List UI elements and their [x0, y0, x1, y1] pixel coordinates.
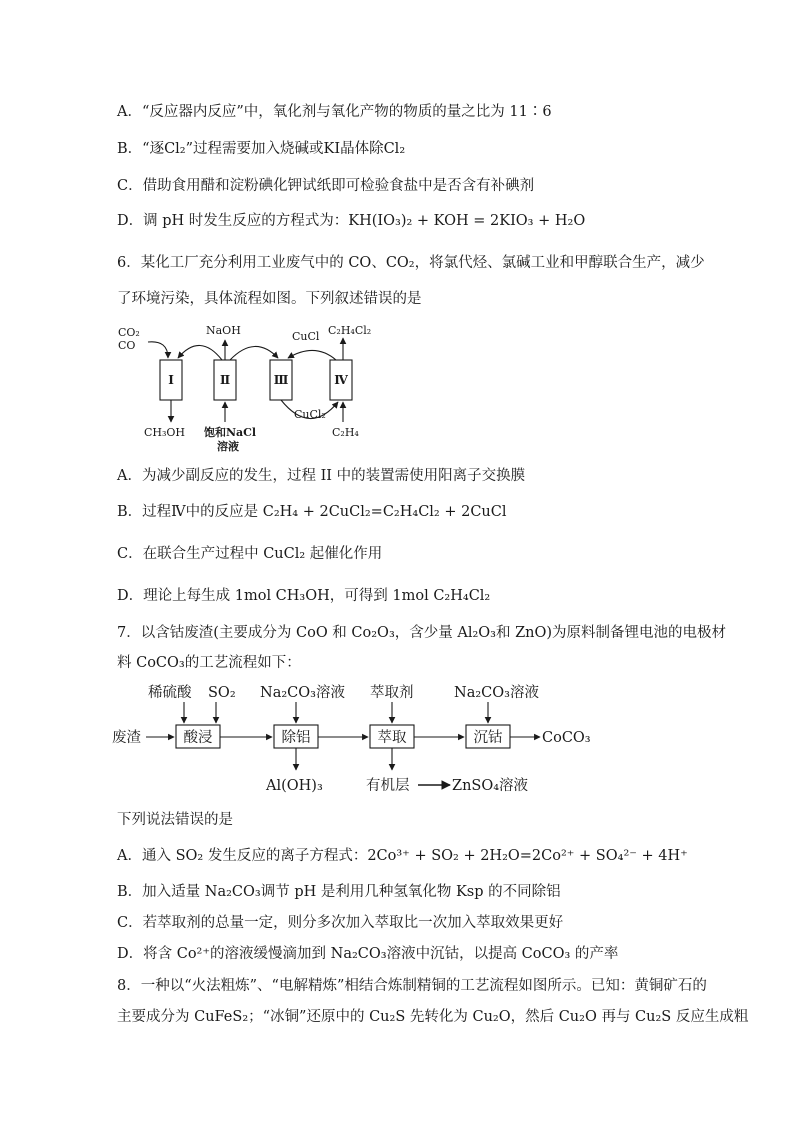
- q6-label-cucl: CuCl: [292, 330, 320, 343]
- q6-option-c: C．在联合生产过程中 CuCl₂ 起催化作用: [117, 546, 383, 562]
- q6-label-ch3oh: CH₃OH: [144, 426, 186, 439]
- q7-option-c: C．若萃取剂的总量一定，则分多次加入萃取比一次加入萃取效果更好: [117, 915, 564, 931]
- q5-option-d: D．调 pH 时发生反应的方程式为：KH(IO₃)₂ + KOH = 2KIO₃ + H₂O: [117, 213, 586, 229]
- q7-label-so2: SO₂: [208, 685, 236, 701]
- q6-option-b: B．过程Ⅳ中的反应是 C₂H₄ + 2CuCl₂=C₂H₄Cl₂ + 2CuCl: [117, 504, 507, 520]
- q8-stem-line1: 8．一种以“火法粗炼”、“电解精炼”相结合炼制精铜的工艺流程如图所示。已知：黄铜矿石的: [117, 978, 707, 994]
- q6-arrow-cucl: [288, 350, 336, 360]
- q7-step-extraction: 萃取: [377, 730, 407, 746]
- q7-label-na2co3-1: Na₂CO₃溶液: [260, 685, 345, 701]
- q7-option-a: A．通入 SO₂ 发生反应的离子方程式：2Co³⁺ + SO₂ + 2H₂O=2Co²⁺ + SO₄²⁻ + 4H⁺: [117, 848, 688, 864]
- q7-label-extractant: 萃取剂: [370, 685, 414, 701]
- q7-label-organic: 有机层: [366, 778, 410, 794]
- q7-stem-line1: 7．以含钴废渣(主要成分为 CoO 和 Co₂O₃，含少量 Al₂O₃和 ZnO)为原料制备锂电池的电极材: [117, 625, 727, 641]
- q6-arrow-co-in: [148, 342, 168, 358]
- q6-stem-line2: 了环境污染，具体流程如图。下列叙述错误的是: [117, 291, 422, 307]
- q6-label-nacl-line1: 饱和NaCl: [204, 426, 257, 439]
- q5-option-b: B．“逐Cl₂”过程需要加入烧碱或KI晶体除Cl₂: [117, 141, 406, 157]
- q5-option-a: A．“反应器内反应”中，氧化剂与氧化产物的物质的量之比为 11∶6: [117, 104, 552, 120]
- q7-step-precipitate: 沉钴: [473, 730, 503, 746]
- q6-stem-line1: 6．某化工厂充分利用工业废气中的 CO、CO₂，将氯代烃、氯碱工业和甲醇联合生产，减少: [117, 255, 705, 271]
- q6-box-3-label: Ⅲ: [273, 373, 289, 387]
- q6-box-1-label: Ⅰ: [168, 373, 174, 387]
- q7-label-aloh3: Al(OH)₃: [266, 778, 323, 794]
- q6-arrow-2-to-1: [178, 345, 222, 360]
- q7-step-remove-al: 除铝: [281, 730, 311, 746]
- q7-label-na2co3-2: Na₂CO₃溶液: [454, 685, 539, 701]
- q6-label-cucl2: CuCl₂: [294, 408, 326, 421]
- q7-label-h2so4: 稀硫酸: [148, 685, 192, 701]
- q7-step-acid-leach: 酸浸: [183, 730, 213, 746]
- q6-arrow-2-to-3: [230, 346, 278, 360]
- q7-prompt: 下列说法错误的是: [117, 812, 233, 828]
- q6-process-diagram: [110, 318, 390, 458]
- q6-box-2-label: Ⅱ: [219, 373, 231, 387]
- q6-label-c2h4: C₂H₄: [332, 426, 359, 439]
- q6-label-nacl-line2: 溶液: [217, 440, 239, 453]
- q7-label-znso4: ZnSO₄溶液: [452, 778, 529, 794]
- q7-stem-line2: 料 CoCO₃的工艺流程如下：: [117, 655, 301, 671]
- q6-option-d: D．理论上每生成 1mol CH₃OH，可得到 1mol C₂H₄Cl₂: [117, 588, 491, 604]
- q6-label-naoh: NaOH: [206, 324, 241, 337]
- q8-stem-line2: 主要成分为 CuFeS₂；“冰铜”还原中的 Cu₂S 先转化为 Cu₂O，然后 Cu₂O 再与 Cu₂S 反应生成粗: [117, 1009, 749, 1025]
- q6-label-c2h4cl2: C₂H₄Cl₂: [328, 324, 372, 337]
- q6-label-co: CO: [118, 339, 136, 352]
- q5-option-c: C．借助食用醋和淀粉碘化钾试纸即可检验食盐中是否含有补碘剂: [117, 178, 535, 194]
- q7-option-b: B．加入适量 Na₂CO₃调节 pH 是利用几种氢氧化物 Ksp 的不同除铝: [117, 884, 561, 900]
- q7-process-diagram: [112, 676, 612, 804]
- q6-box-4-label: Ⅳ: [334, 373, 348, 387]
- q7-label-waste: 废渣: [112, 730, 141, 746]
- q6-option-a: A．为减少副反应的发生，过程 II 中的装置需使用阳离子交换膜: [117, 468, 526, 484]
- q7-option-d: D．将含 Co²⁺的溶液缓慢滴加到 Na₂CO₃溶液中沉钴，以提高 CoCO₃ 的产率: [117, 946, 619, 962]
- q6-label-co2: CO₂: [118, 326, 140, 339]
- q7-label-product: CoCO₃: [542, 730, 591, 746]
